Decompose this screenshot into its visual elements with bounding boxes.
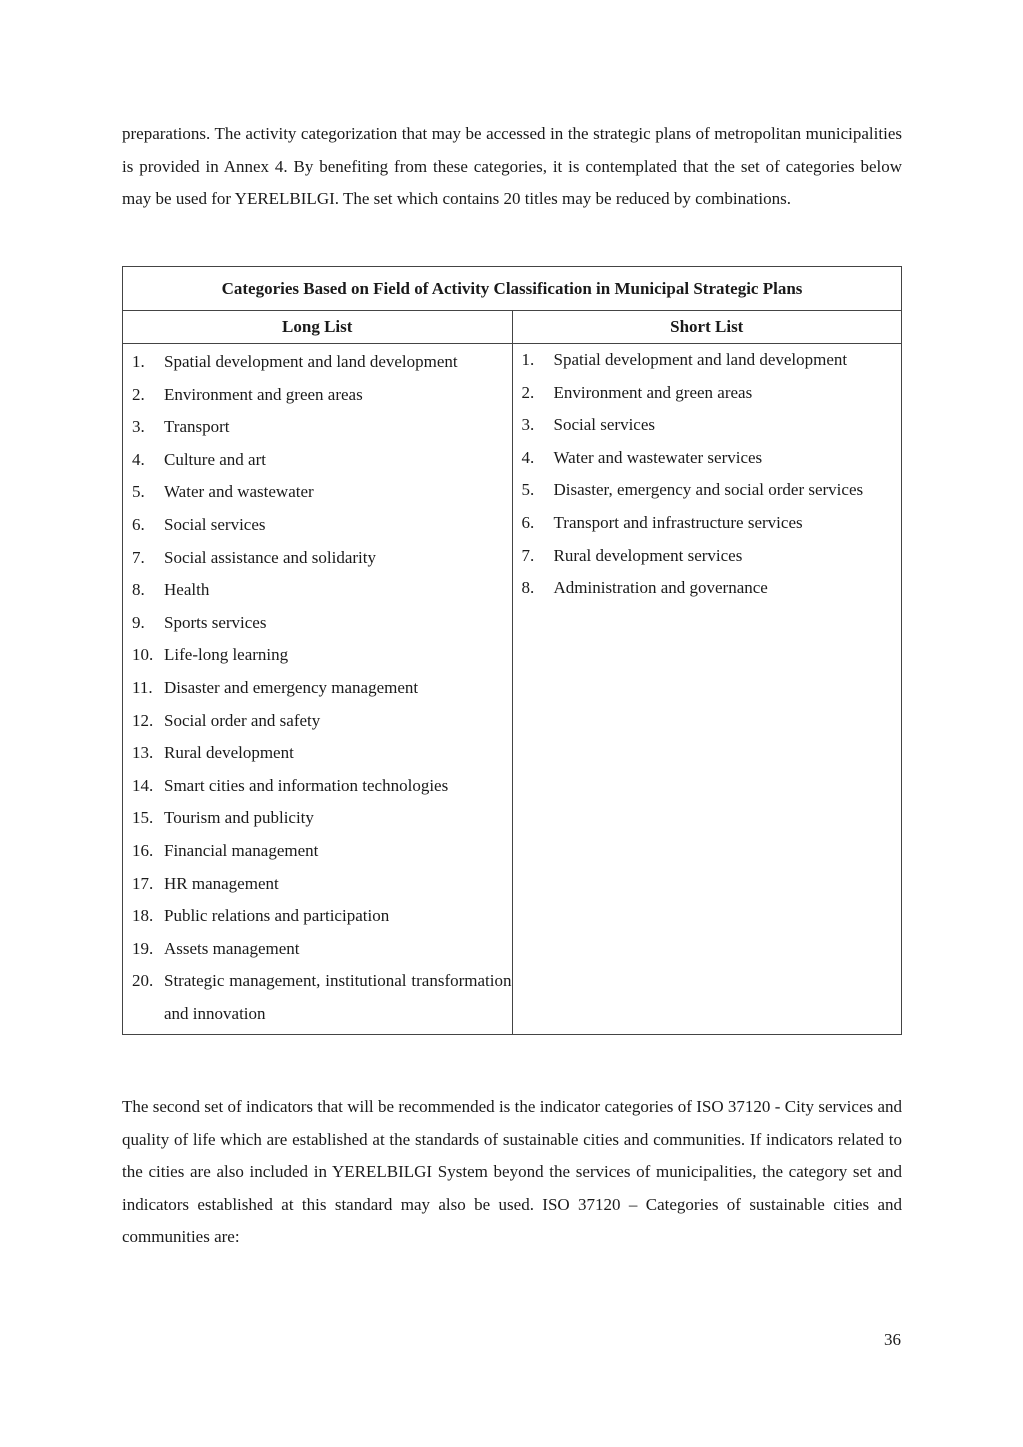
list-item-number: 7.	[132, 547, 145, 567]
list-item	[513, 377, 902, 410]
list-item-text: Environment and green areas	[553, 382, 753, 402]
list-item	[123, 802, 512, 835]
intro-paragraph: preparations. The activity categorization that may be accessed in the strategic plans of metropolitan municipalities is provided in Annex 4. By benefiting from these categories, it is contemplated that the set of categories below may be used for YERELBILGI. The set which contains 20 titles may be reduced by combinations.	[122, 124, 902, 209]
list-item-text: Public relations and participation	[164, 906, 390, 926]
list-item	[123, 411, 512, 444]
list-item-text: Social assistance and solidarity	[164, 547, 376, 567]
list-item-number: 20.	[132, 971, 154, 991]
categories-table	[122, 266, 902, 1035]
list-item	[513, 442, 902, 475]
list-item	[513, 540, 902, 573]
list-item-text: Life-long learning	[164, 645, 289, 665]
list-item-number: 4.	[132, 449, 145, 469]
long-list	[123, 344, 512, 1030]
list-item-text: Assets management	[164, 938, 300, 958]
list-item-number: 14.	[132, 775, 154, 795]
table-title: Categories Based on Field of Activity Classification in Municipal Strategic Plans	[123, 267, 902, 311]
list-item-text: Transport	[164, 417, 230, 437]
list-item	[123, 509, 512, 542]
list-item	[513, 409, 902, 442]
list-item-number: 1.	[521, 350, 535, 369]
list-item-text: Culture and art	[164, 449, 266, 469]
list-item-text: Rural development services	[553, 545, 743, 565]
list-item-text: Sports services	[164, 612, 267, 632]
list-item	[513, 572, 902, 605]
list-item-number: 10.	[132, 645, 154, 665]
list-item-text: Tourism and publicity	[164, 808, 314, 828]
list-item	[123, 933, 512, 966]
list-item	[123, 705, 512, 738]
list-item	[123, 672, 512, 705]
list-item-number: 7.	[521, 545, 535, 565]
list-item-number: 16.	[132, 840, 154, 860]
list-item-text: Water and wastewater services	[553, 447, 763, 467]
list-item-number: 4.	[521, 447, 535, 467]
list-item-number: 17.	[132, 873, 154, 893]
list-item-text: Water and wastewater	[164, 482, 314, 502]
list-item	[123, 542, 512, 575]
list-item-number: 15.	[132, 808, 154, 828]
list-item-text: Smart cities and information technologies	[164, 775, 449, 795]
list-item	[513, 507, 902, 540]
list-item-text: Financial management	[164, 840, 319, 860]
list-item-text: Rural development	[164, 743, 294, 763]
list-item-number: 2.	[132, 384, 145, 404]
list-item	[123, 770, 512, 803]
list-item-text: Spatial development and land development	[164, 352, 458, 371]
list-item-number: 1.	[132, 352, 145, 371]
short-list-cell	[512, 344, 902, 1035]
page-number: 36	[884, 1330, 901, 1349]
list-item	[123, 379, 512, 412]
list-item-number: 13.	[132, 743, 154, 763]
list-item	[123, 835, 512, 868]
list-item	[123, 607, 512, 640]
list-item	[123, 868, 512, 901]
list-item-text: HR management	[164, 873, 279, 893]
list-item-text: Health	[164, 580, 210, 600]
short-list-header: Short List	[512, 311, 902, 344]
list-item	[123, 476, 512, 509]
list-item-number: 2.	[521, 382, 535, 402]
iso-paragraph: The second set of indicators that will be recommended is the indicator categories of ISO 37120 - City services and quality of life which are established at the standards of sustainable cities and communities. If indicators related to the cities are also included in YERELBILGI System beyond the services of municipalities, the category set and indicators established at this standard may also be used. ISO 37120 – Categories of sustainable cities and communities are:	[122, 1097, 902, 1247]
long-list-header: Long List	[123, 311, 513, 344]
list-item-number: 6.	[521, 512, 535, 532]
list-item-number: 11.	[132, 677, 153, 697]
list-item-text: Spatial development and land development	[553, 350, 848, 369]
list-item-number: 5.	[132, 482, 145, 502]
list-item-text: Strategic management, institutional transformation and innovation	[164, 971, 512, 1023]
list-item-text: Social services	[164, 514, 266, 534]
list-item-number: 12.	[132, 710, 154, 730]
list-item-text: Disaster, emergency and social order services	[553, 480, 864, 500]
list-item	[123, 444, 512, 477]
list-item-text: Transport and infrastructure services	[553, 512, 803, 532]
list-item	[123, 346, 512, 379]
list-item	[123, 574, 512, 607]
long-list-cell	[123, 344, 513, 1035]
list-item-text: Social services	[553, 415, 655, 435]
list-item-number: 3.	[132, 417, 145, 437]
list-item-number: 8.	[132, 580, 145, 600]
list-item-number: 6.	[132, 514, 145, 534]
list-item-number: 19.	[132, 938, 154, 958]
list-item-number: 8.	[521, 578, 535, 598]
short-list	[513, 344, 902, 605]
list-item-number: 9.	[132, 612, 145, 632]
list-item	[513, 474, 902, 507]
list-item	[123, 900, 512, 933]
list-item	[123, 965, 512, 1030]
list-item-text: Environment and green areas	[164, 384, 363, 404]
list-item-number: 3.	[521, 415, 535, 435]
list-item-text: Social order and safety	[164, 710, 321, 730]
list-item-text: Administration and governance	[553, 578, 768, 598]
list-item	[123, 639, 512, 672]
list-item-text: Disaster and emergency management	[164, 677, 419, 697]
list-item	[513, 344, 902, 377]
list-item	[123, 737, 512, 770]
list-item-number: 5.	[521, 480, 535, 500]
list-item-number: 18.	[132, 906, 154, 926]
